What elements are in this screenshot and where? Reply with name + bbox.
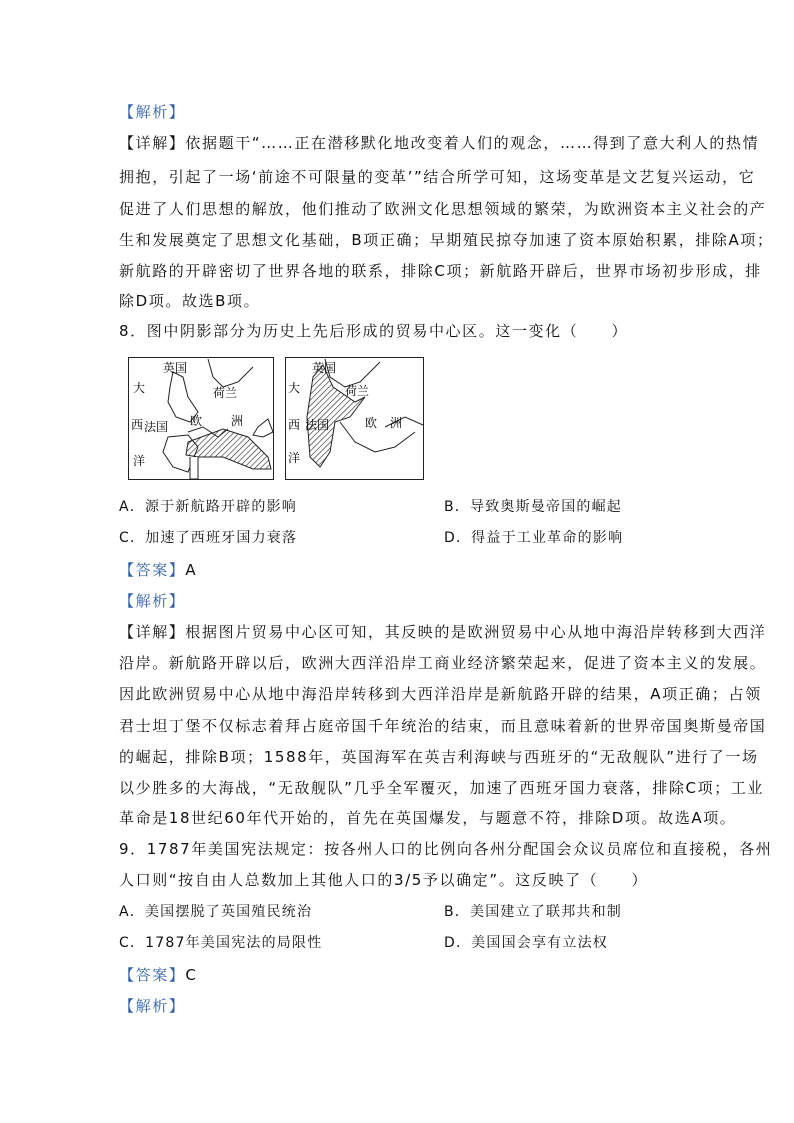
map-label-zhou: 洲 <box>231 414 244 428</box>
text-line: 除D项。故选B项。 <box>119 292 261 310</box>
detail-tag: 【详解】 <box>119 623 186 641</box>
map-label-yang: 洋 <box>288 451 301 465</box>
analysis-heading: 【解析】 <box>119 997 186 1015</box>
question-9-stem: 9．1787年美国宪法规定：按各州人口的比例向各州分配国会众议员席位和直接税，各州 <box>119 840 773 858</box>
answer-line <box>119 965 197 985</box>
text-line: 沿岸。新航路开辟以后，欧洲大西洋沿岸工商业经济繁荣起来，促进了资本主义的发展。 <box>119 654 767 672</box>
option-b: B．美国建立了联邦共和制 <box>444 904 623 920</box>
option-c: C．加速了西班牙国力衰落 <box>119 530 298 546</box>
map-label-france: 法国 <box>144 420 169 434</box>
analysis-heading: 【解析】 <box>119 592 186 610</box>
option-d: D．美国国会享有立法权 <box>444 935 608 951</box>
option-a: A．源于新航路开辟的影响 <box>119 499 297 515</box>
map-label-netherlands: 荷兰 <box>345 384 370 398</box>
map-label-yang: 洋 <box>133 454 146 468</box>
map-label-england: 英国 <box>163 361 188 375</box>
text-line: 促进了人们思想的解放，他们推动了欧洲文化思想领域的繁荣，为欧洲资本主义社会的产 <box>119 200 767 218</box>
answer-line <box>119 560 197 580</box>
detail-paragraph-line <box>119 133 759 153</box>
analysis-heading: 【解析】 <box>119 103 186 121</box>
map-label-ou: 欧 <box>365 416 378 430</box>
question-9-stem: 人口则“按自由人总数加上其他人口的3/5予以确定”。这反映了（ ） <box>119 871 649 889</box>
map-mediterranean-trade-center <box>128 357 274 480</box>
answer-tag: 【答案】 <box>119 966 186 984</box>
text-line: 根据图片贸易中心区可知，其反映的是欧洲贸易中心从地中海沿岸转移到大西洋 <box>185 623 767 641</box>
question-8-stem: 8．图中阴影部分为历史上先后形成的贸易中心区。这一变化（ ） <box>119 322 629 340</box>
map-label-xi: 西 <box>288 418 301 432</box>
map-label-france: 法国 <box>305 418 330 432</box>
text-line: 因此欧洲贸易中心从地中海沿岸转移到大西洋沿岸是新航路开辟的结果，A项正确；占领 <box>119 685 762 703</box>
text-line: 新航路的开辟密切了世界各地的联系，排除C项；新航路开辟后，世界市场初步形成，排 <box>119 262 762 280</box>
option-c: C．1787年美国宪法的局限性 <box>119 935 323 951</box>
map-atlantic-trade-center <box>285 357 424 480</box>
answer-tag: 【答案】 <box>119 561 186 579</box>
text-line: 生和发展奠定了思想文化基础，B项正确；早期殖民掠夺加速了资本原始积累，排除A项； <box>119 231 774 249</box>
text-line: 君士坦丁堡不仅标志着拜占庭帝国千年统治的结束，而且意味着新的世界帝国奥斯曼帝国 <box>119 717 767 735</box>
map-label-da: 大 <box>133 381 146 395</box>
detail-paragraph-line <box>119 622 766 642</box>
text-line: 以少胜多的大海战，“无敌舰队”几乎全军覆灭，加速了西班牙国力衰落，排除C项；工业 <box>119 779 765 797</box>
answer-value: C <box>185 966 198 984</box>
text-line: 拥抱，引起了一场‘前途不可限量的变革’”结合所学可知，这场变革是文艺复兴运动，它 <box>119 168 756 186</box>
option-b: B．导致奥斯曼帝国的崛起 <box>444 499 623 515</box>
map-label-netherlands: 荷兰 <box>213 386 238 400</box>
text-line: 的崛起，排除B项；1588年，英国海军在英吉利海峡与西班牙的“无敌舰队”进行了一场 <box>119 748 759 766</box>
option-d: D．得益于工业革命的影响 <box>444 530 624 546</box>
map-label-xi: 西 <box>131 418 144 432</box>
map-label-da: 大 <box>288 381 301 395</box>
answer-value: A <box>185 561 198 579</box>
option-a: A．美国摆脱了英国殖民统治 <box>119 904 313 920</box>
map-label-zhou: 洲 <box>390 416 403 430</box>
map-label-england: 英国 <box>312 361 337 375</box>
text-line: 革命是18世纪60年代开始的，首先在英国爆发，与题意不符，排除D项。故选A项。 <box>119 809 737 827</box>
map-label-ou: 欧 <box>190 414 203 428</box>
text-line: 依据题干“……正在潜移默化地改变着人们的观念，……得到了意大利人的热情 <box>185 134 760 152</box>
detail-tag: 【详解】 <box>119 134 186 152</box>
